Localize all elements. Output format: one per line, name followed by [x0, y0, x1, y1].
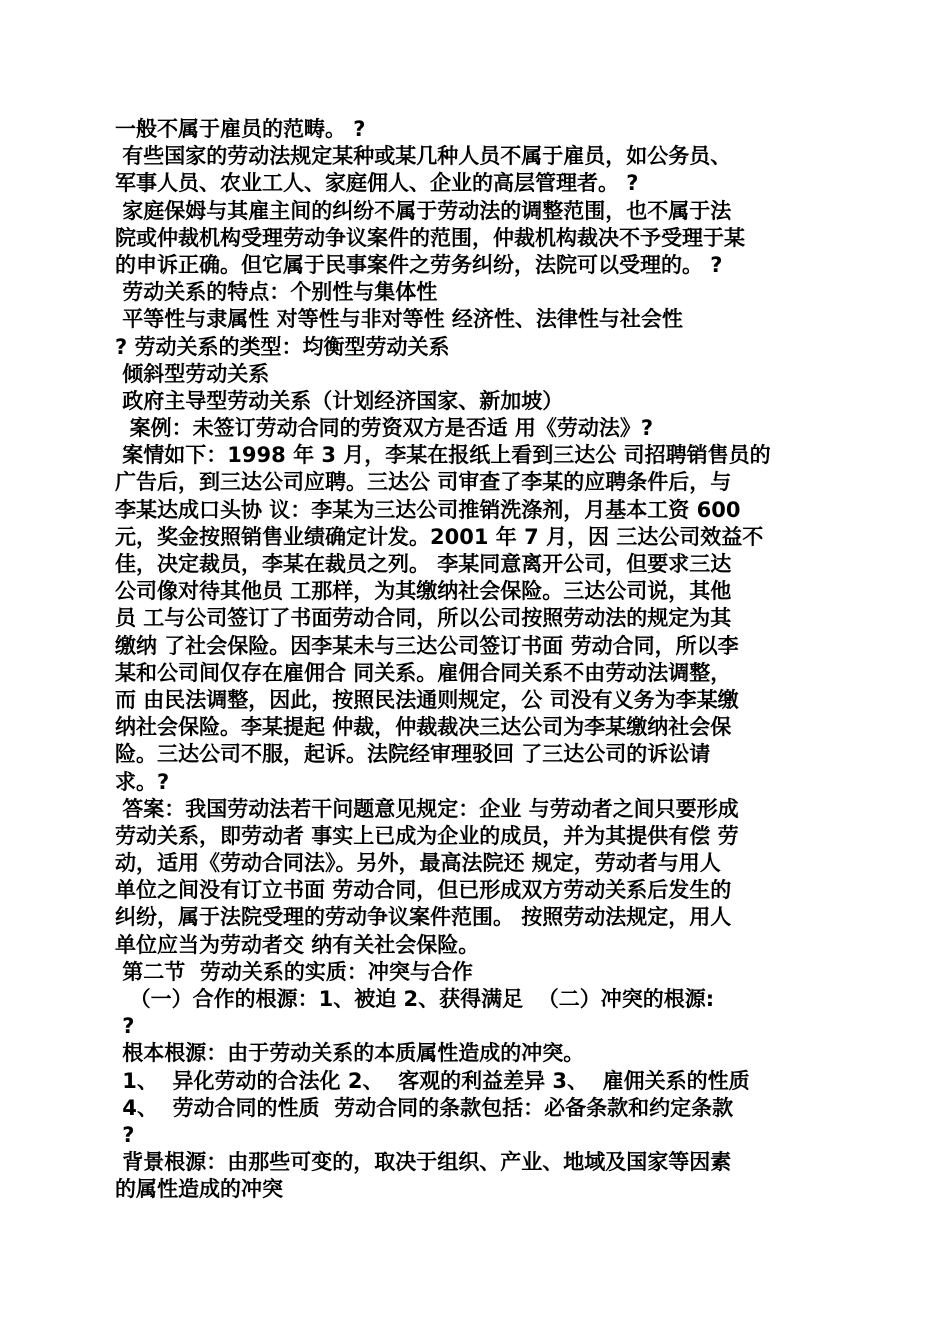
text-line: 某和公司间仅存在雇佣合 同关系。雇佣合同关系不由劳动法调整，	[115, 660, 732, 685]
text-line: 员 工与公司签订了书面劳动合同，所以公司按照劳动法的规定为其	[115, 606, 732, 631]
text-line: 元，奖金按照销售业绩确定计发。2001 年 7 月，因 三达公司效益不	[115, 524, 764, 549]
text-line: 有些国家的劳动法规定某种或某几种人员不属于雇员，如公务员、	[115, 144, 732, 169]
text-line: 单位之间没有订立书面 劳动合同，但已形成双方劳动关系后发生的	[115, 878, 732, 903]
text-line: 案情如下：1998 年 3 月，李某在报纸上看到三达公 司招聘销售员的	[115, 443, 771, 468]
text-line: 家庭保姆与其雇主间的纠纷不属于劳动法的调整范围，也不属于法	[115, 198, 732, 223]
text-line: 劳动关系，即劳动者 事实上已成为企业的成员，并为其提供有偿 劳	[115, 823, 739, 848]
text-line: ?	[115, 1014, 135, 1039]
text-line: 根本根源：由于劳动关系的本质属性造成的冲突。	[115, 1041, 585, 1066]
text-line: 倾斜型劳动关系	[115, 361, 270, 386]
text-line: 平等性与隶属性 对等性与非对等性 经济性、法律性与社会性	[115, 307, 683, 332]
text-line: 的申诉正确。但它属于民事案件之劳务纠纷，法院可以受理的。 ?	[115, 252, 723, 277]
text-line: 答案：我国劳动法若干问题意见规定：企业 与劳动者之间只要形成	[115, 796, 739, 821]
text-line: 缴纳 了社会保险。因李某未与三达公司签订书面 劳动合同，所以李	[115, 633, 739, 658]
text-line: ?	[115, 1122, 135, 1147]
text-line: 公司像对待其他员 工那样，为其缴纳社会保险。三达公司说，其他	[115, 579, 732, 604]
document-page	[115, 116, 845, 1204]
text-line: 李某达成口头协 议：李某为三达公司推销洗涤剂，月基本工资 600	[115, 497, 741, 522]
text-line: 求。?	[115, 769, 170, 794]
text-line: 第二节 劳动关系的实质：冲突与合作	[115, 959, 473, 984]
text-line: 险。三达公司不服，起诉。法院经审理驳回 了三达公司的诉讼请	[115, 742, 711, 767]
text-line: 单位应当为劳动者交 纳有关社会保险。	[115, 932, 480, 957]
text-line: 4、 劳动合同的性质 劳动合同的条款包括：必备条款和约定条款	[115, 1095, 734, 1120]
text-line: 广告后，到三达公司应聘。三达公 司审查了李某的应聘条件后，与	[115, 470, 732, 495]
text-line: 一般不属于雇员的范畴。 ?	[115, 117, 366, 141]
text-line: 政府主导型劳动关系（计划经济国家、新加坡）	[115, 388, 564, 413]
text-line: 的属性造成的冲突	[115, 1177, 283, 1202]
text-line: 佳，决定裁员，李某在裁员之列。 李某同意离开公司，但要求三达	[115, 552, 732, 576]
text-line: 1、 异化劳动的合法化 2、 客观的利益差异 3、 雇佣关系的性质	[115, 1068, 750, 1093]
text-line: ? 劳动关系的类型：均衡型劳动关系	[115, 334, 450, 359]
text-line: 案例：未签订劳动合同的劳资双方是否适 用《劳动法》?	[115, 416, 654, 441]
text-line: 而 由民法调整，因此，按照民法通则规定，公 司没有义务为李某缴	[115, 687, 739, 712]
text-line: （一）合作的根源：1、被迫 2、获得满足 （二）冲突的根源:	[115, 987, 715, 1011]
text-line: 纳社会保险。李某提起 仲裁，仲裁裁决三达公司为李某缴纳社会保	[115, 715, 732, 740]
text-line: 军事人员、农业工人、家庭佣人、企业的高层管理者。 ?	[115, 171, 639, 196]
text-line: 动，适用《劳动合同法》。另外，最高法院还 规定，劳动者与用人	[115, 851, 721, 876]
text-line: 纠纷，属于法院受理的劳动争议案件范围。 按照劳动法规定，用人	[115, 905, 732, 930]
text-line: 背景根源：由那些可变的，取决于组织、产业、地域及国家等因素	[115, 1150, 732, 1175]
text-line: 院或仲裁机构受理劳动争议案件的范围，仲裁机构裁决不予受理于某	[115, 225, 745, 250]
text-line: 劳动关系的特点：个别性与集体性	[115, 280, 438, 305]
